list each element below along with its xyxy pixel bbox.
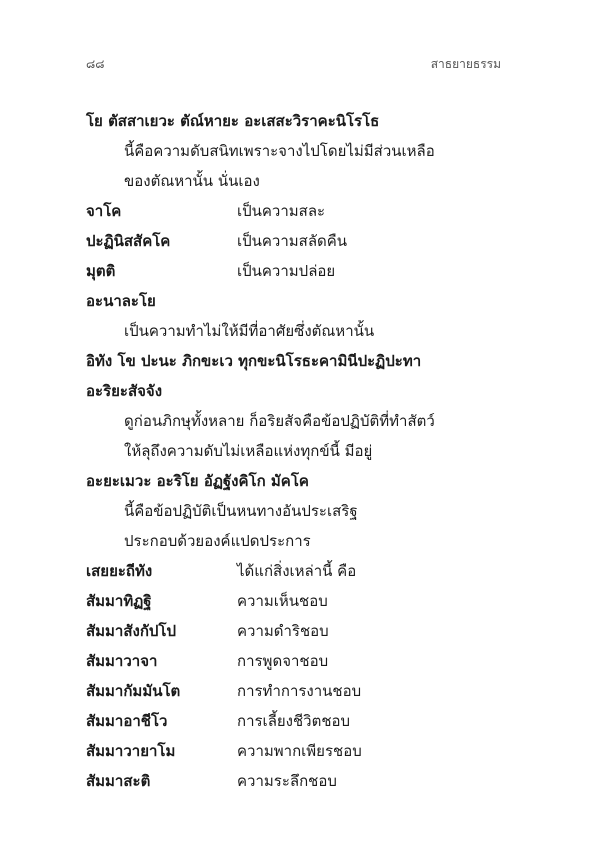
path-factor-term: สัมมาสังกัปโป [86, 622, 177, 640]
path-factor-definition: การพูดจาชอบ [237, 652, 329, 670]
term-analayo: อะนาละโย [86, 292, 156, 310]
path-factor-term: สัมมากัมมันโต [86, 682, 181, 700]
path-intro-term: เสยยะถีทัง [86, 562, 153, 580]
path-factor-term: สัมมาทิฏฐิ [86, 592, 152, 610]
path-factor-definition: ความเห็นชอบ [237, 592, 328, 610]
translation-line: นี้คือข้อปฏิบัติเป็นหนทางอันประเสริฐ [124, 502, 358, 520]
pali-verse-line: อะริยะสัจจัง [86, 382, 163, 400]
pali-verse-line: โย ตัสสาเยวะ ตัณ์หายะ อะเสสะวิราคะนิโรโธ [86, 112, 380, 130]
path-factor-term: สัมมาอาชีโว [86, 712, 168, 730]
term-definition: เป็นความปล่อย [237, 262, 336, 280]
pali-verse-line: อะยะเมวะ อะริโย อัฏฐังคิโก มัคโค [86, 472, 309, 490]
path-factor-definition: ความดำริชอบ [237, 622, 329, 640]
term-mutti: มุตติ [86, 262, 116, 280]
term-definition: เป็นความสละ [237, 202, 326, 220]
translation-line: ให้ลุถึงความดับไม่เหลือแห่งทุกข์นี้ มีอยู่ [124, 442, 373, 460]
translation-line: ประกอบด้วยองค์แปดประการ [124, 532, 311, 550]
path-factor-definition: การทำการงานชอบ [237, 682, 362, 700]
translation-line: ของตัณหานั้น นั่นเอง [124, 172, 260, 190]
path-intro-definition: ได้แก่สิ่งเหล่านี้ คือ [237, 562, 357, 580]
path-factor-term: สัมมาสะติ [86, 772, 151, 790]
translation-line: นี้คือความดับสนิทเพราะจางไปโดยไม่มีส่วนเหลือ [124, 142, 435, 160]
translation-line: ดูก่อนภิกษุทั้งหลาย ก็อริยสัจคือข้อปฏิบัติที่ทำสัตว์ [124, 412, 435, 430]
path-factor-definition: การเลี้ยงชีวิตชอบ [237, 712, 351, 730]
term-definition: เป็นความสลัดคืน [237, 232, 348, 250]
translation-line: เป็นความทำไม่ให้มีที่อาศัยซึ่งตัณหานั้น [124, 322, 375, 340]
path-factor-definition: ความระลึกชอบ [237, 772, 337, 790]
term-chako: จาโค [86, 202, 122, 220]
pali-verse-line: อิทัง โข ปะนะ ภิกขะเว ทุกขะนิโรธะคามินีปะฏิปะทา [86, 352, 422, 370]
path-factor-definition: ความพากเพียรชอบ [237, 742, 362, 760]
path-factor-term: สัมมาวายาโม [86, 742, 176, 760]
running-title: สาธยายธรรม [430, 57, 501, 71]
term-patinissaggo: ปะฏินิสสัคโค [86, 232, 171, 250]
page-number: ๘๘ [86, 57, 105, 71]
path-factor-term: สัมมาวาจา [86, 652, 158, 670]
